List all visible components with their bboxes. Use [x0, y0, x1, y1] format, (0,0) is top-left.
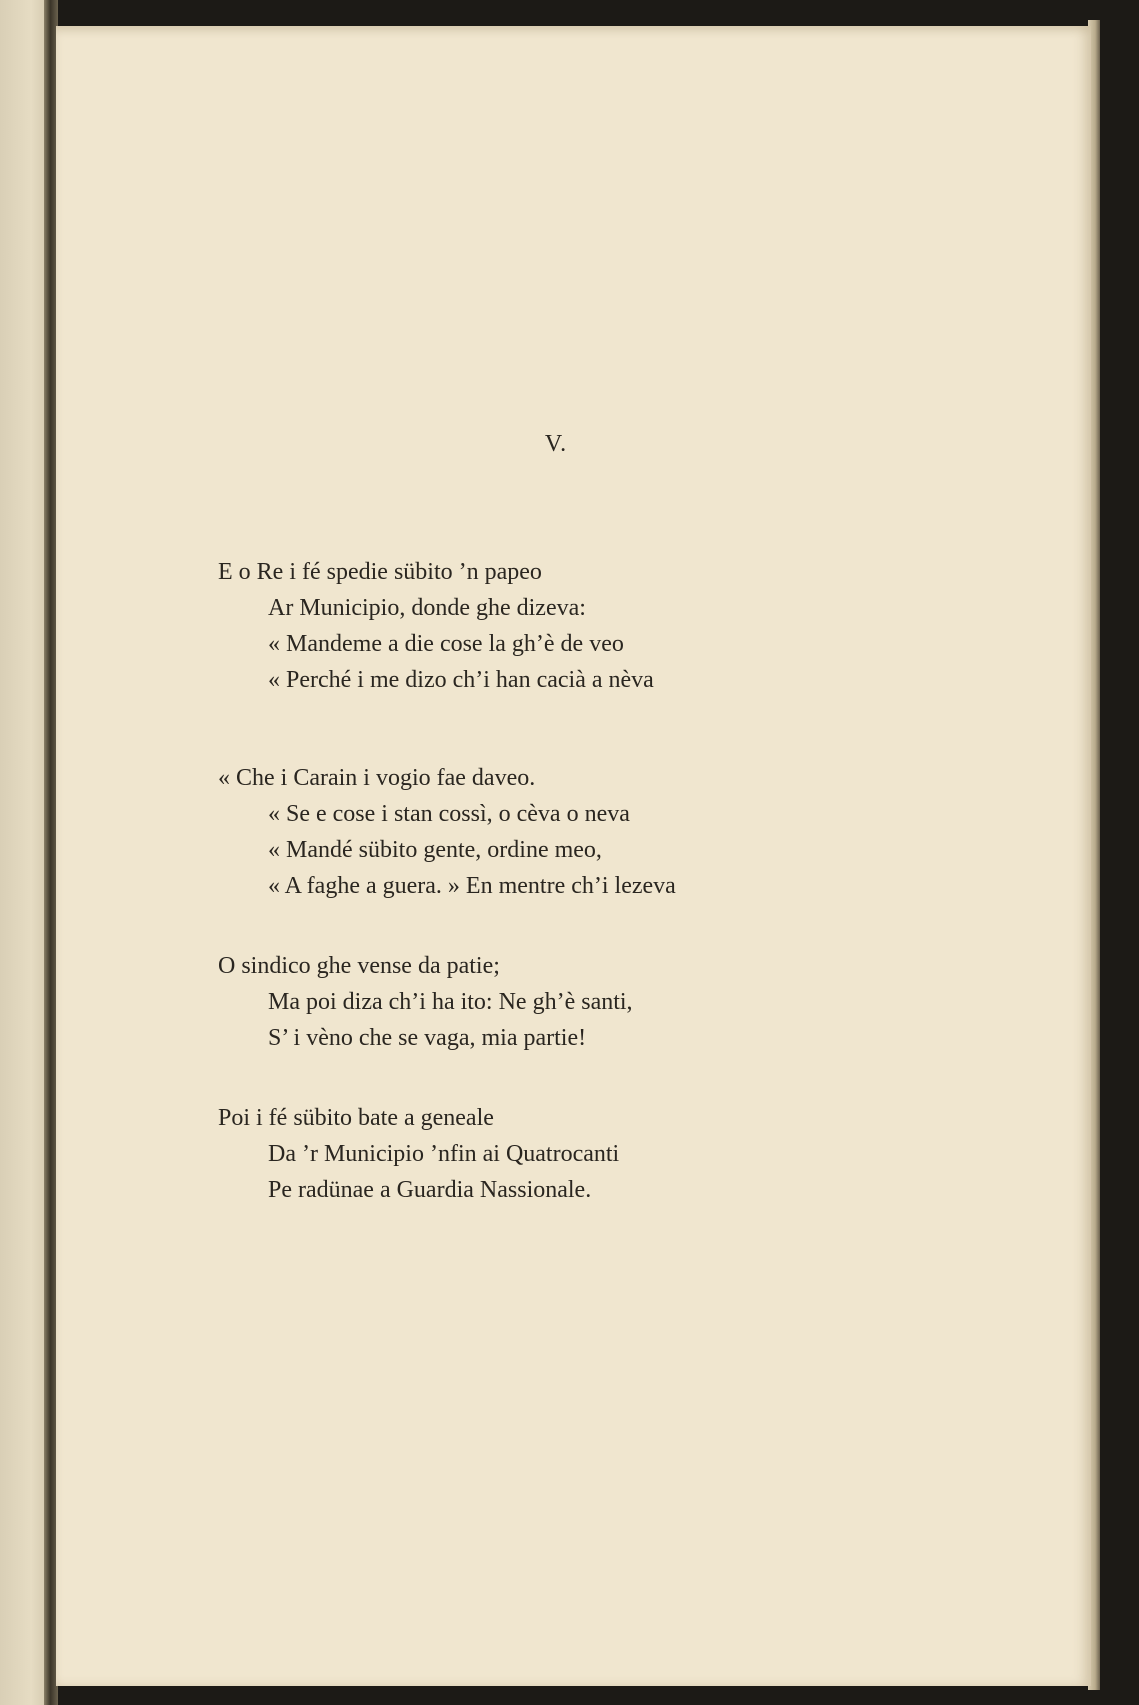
verse-line: Pe radünae a Guardia Nassionale.: [268, 1177, 592, 1203]
verse-line: « Mandeme a die cose la gh’è de veo: [268, 631, 624, 657]
section-heading: V.: [544, 431, 568, 457]
verse-line: S’ i vèno che se vaga, mia partie!: [268, 1025, 587, 1051]
book-page: [56, 26, 1091, 1686]
verse-line: « Se e cose i stan cossì, o cèva o neva: [268, 801, 630, 827]
verse-line: E o Re i fé spedie sübito ’n papeo: [218, 559, 542, 585]
verse-line: Ma poi diza ch’i ha ito: Ne gh’è santi,: [268, 989, 633, 1015]
verse-line: « Che i Carain i vogio fae daveo.: [218, 765, 536, 791]
verse-line: Poi i fé sübito bate a geneale: [218, 1105, 494, 1131]
stanza-1: [218, 554, 838, 698]
verse-line: Da ’r Municipio ’nfin ai Quatrocanti: [268, 1141, 620, 1167]
verse-line: « Mandé sübito gente, ordine meo,: [268, 837, 602, 863]
stanza-2: [218, 760, 838, 904]
verse-line: O sindico ghe vense da patie;: [218, 953, 500, 979]
verse-line: « A faghe a guera. » En mentre ch’i lezeva: [268, 873, 676, 899]
verse-line: « Perché i me dizo ch’i han cacià a nèva: [268, 667, 654, 693]
stanza-3: [218, 948, 838, 1056]
stanza-4: [218, 1100, 838, 1208]
verse-line: Ar Municipio, donde ghe dizeva:: [268, 595, 586, 621]
